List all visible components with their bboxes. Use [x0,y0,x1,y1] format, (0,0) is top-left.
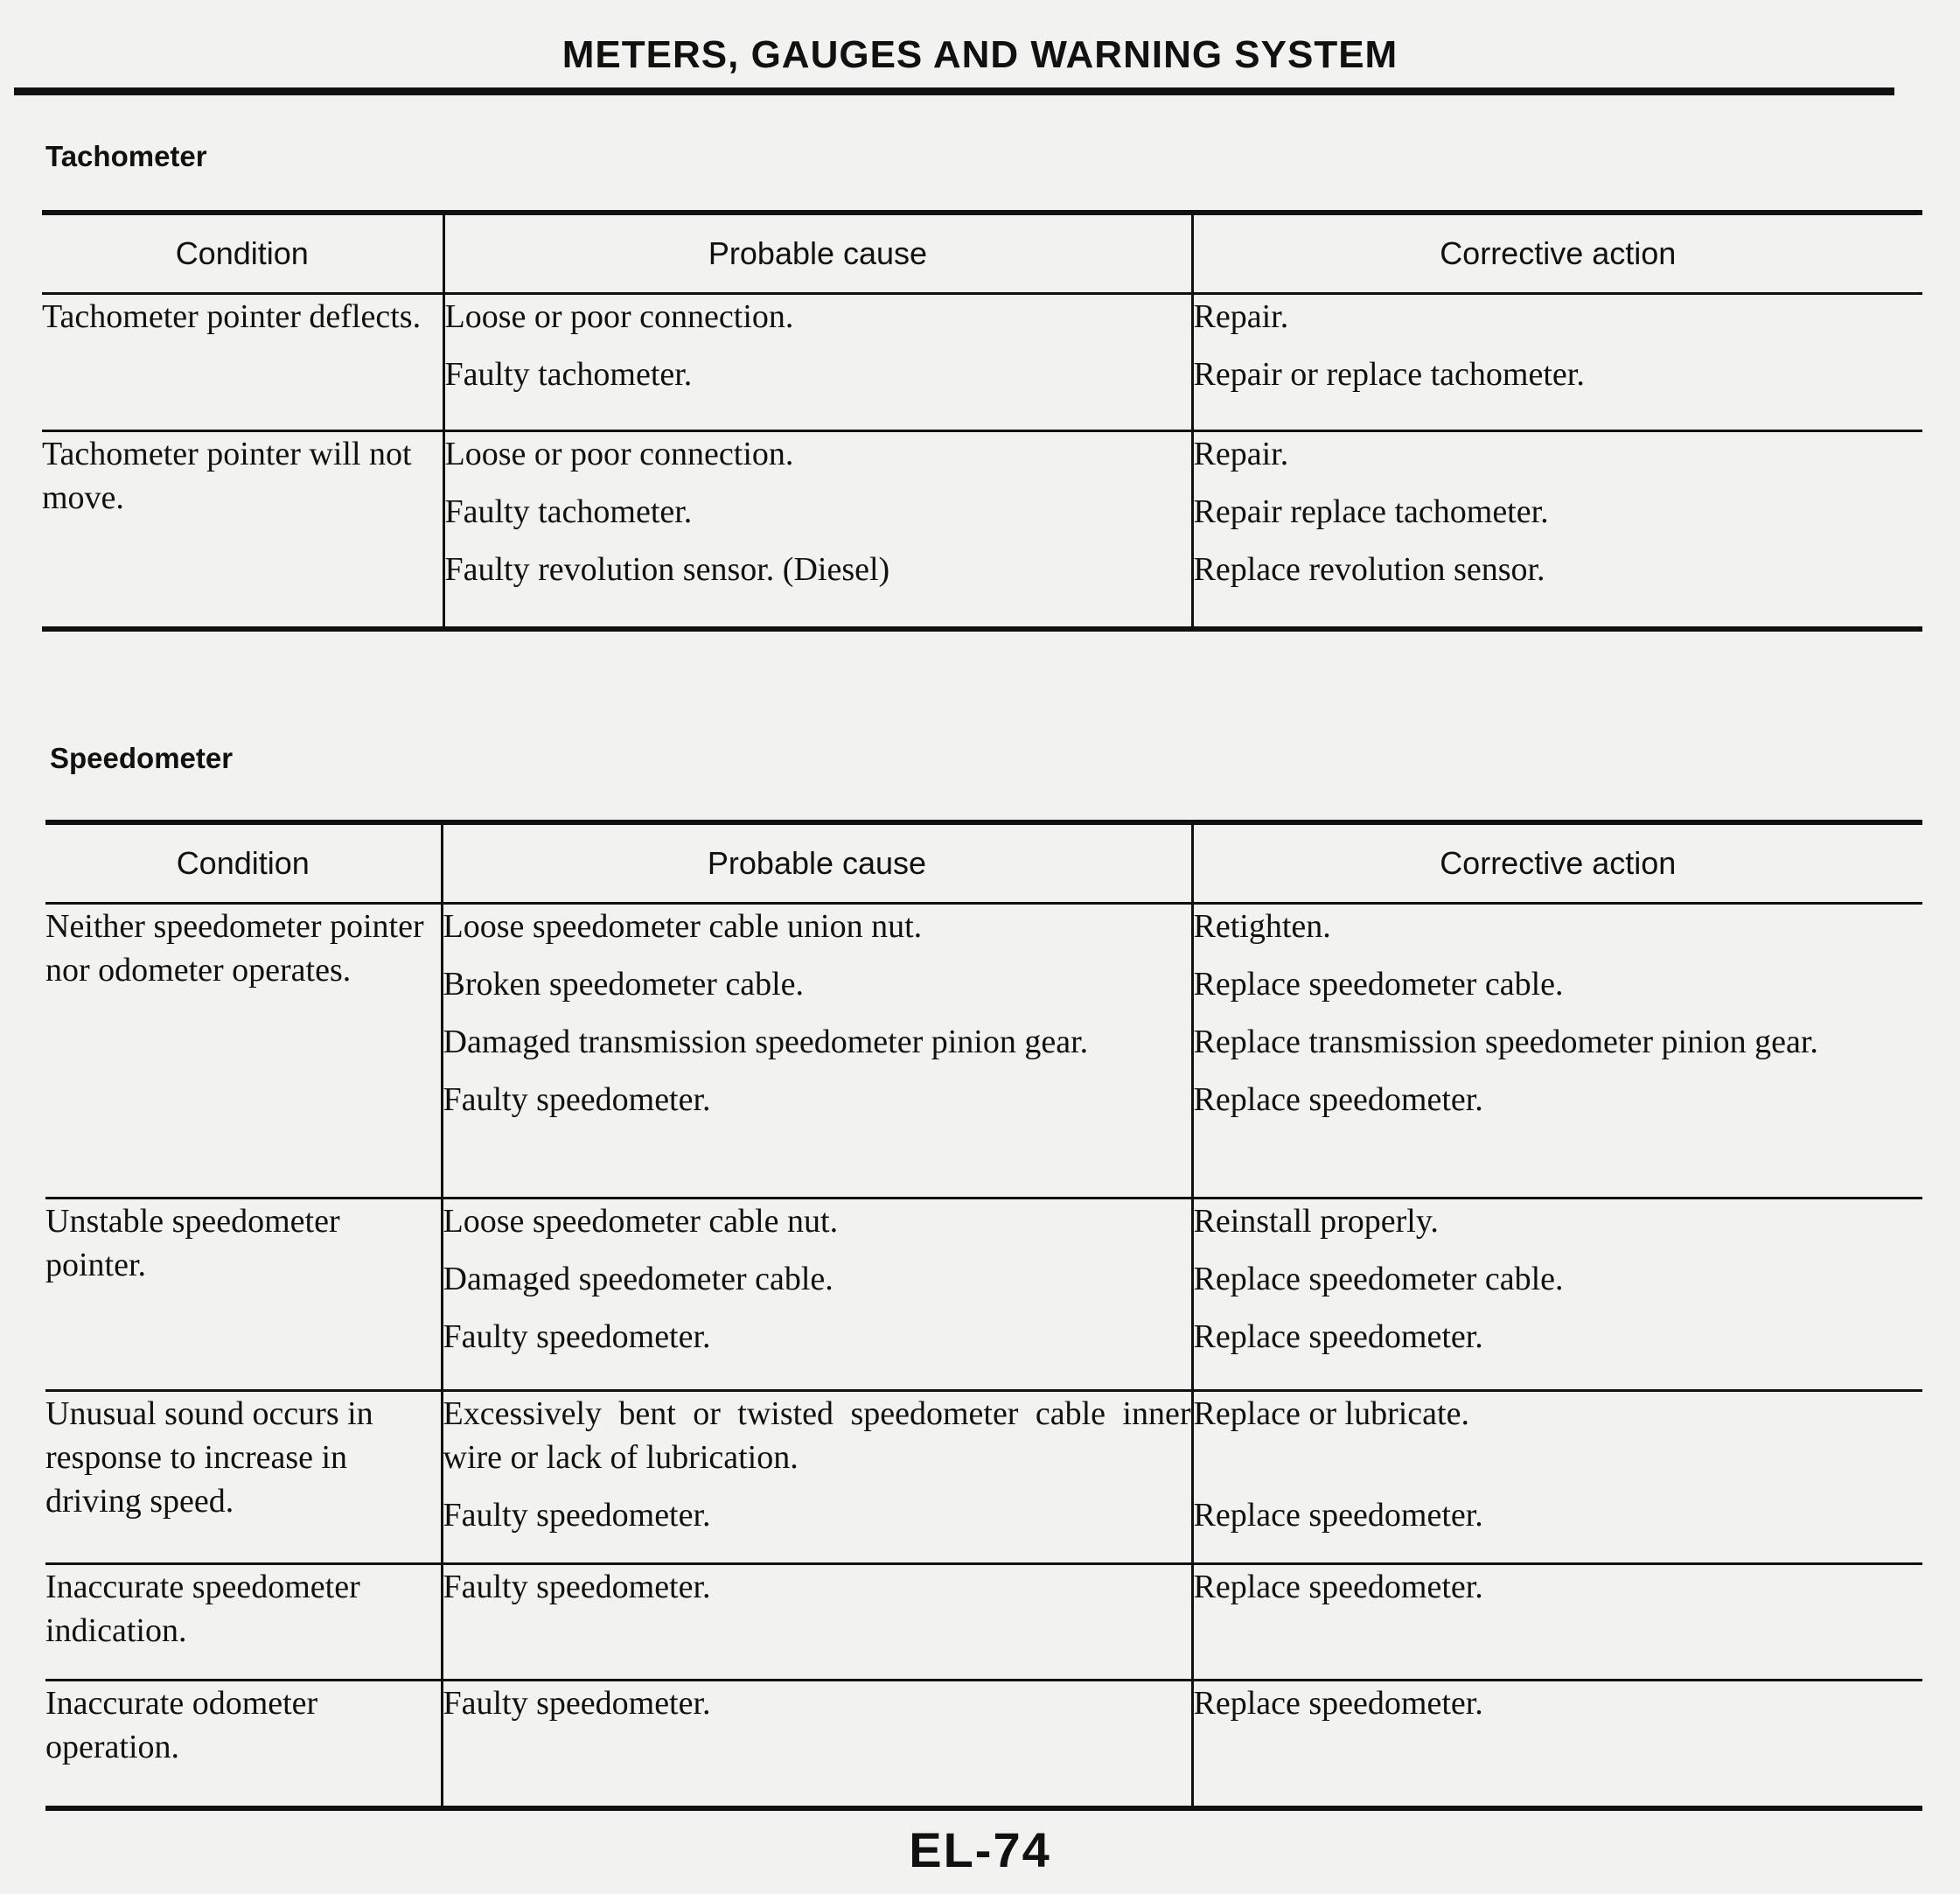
header-probable-cause: Probable cause [443,213,1192,294]
action-cell [1192,1199,1922,1391]
cause-line: Broken speedometer cable. [443,966,805,1003]
condition-cell: Unusual sound occurs in response to increase in driving speed. [45,1391,442,1564]
page-title: METERS, GAUGES AND WARNING SYSTEM [561,33,1399,76]
action-line: Replace speedometer. [1193,1569,1483,1605]
action-line: Replace revolution sensor. [1193,551,1545,588]
table-header-row [42,213,1922,294]
cause-line: Damaged transmission speedometer pinion gear. [443,1024,1089,1060]
cause-cell [442,1199,1192,1391]
action-line: Reinstall properly. [1193,1203,1439,1240]
action-cell [1192,1391,1922,1564]
action-cell [1192,1564,1922,1681]
action-cell [1192,431,1922,629]
action-line: Repair. [1193,436,1289,472]
condition-cell: Tachometer pointer deflects. [42,294,443,431]
cause-line: Faulty revolution sensor. (Diesel) [444,551,890,588]
cause-line: Loose speedometer cable union nut. [443,908,923,945]
cause-line: Excessively bent or twisted speedometer cable inner wire or lack of lubrication. [443,1395,1191,1476]
cause-line: Faulty tachometer. [444,356,693,393]
table-row [45,904,1922,1199]
cause-cell [442,1681,1192,1808]
page-number: EL-74 [909,1822,1051,1877]
condition-cell: Inaccurate odometer operation. [45,1681,442,1808]
cause-line: Loose or poor connection. [444,298,794,335]
speedometer-table [45,820,1922,1811]
cause-line: Faulty speedometer. [443,1318,711,1355]
action-line: Repair. [1193,298,1289,335]
action-line: Replace speedometer. [1193,1497,1483,1534]
action-line: Repair or replace tachometer. [1193,356,1585,393]
condition-cell: Inaccurate speedometer indication. [45,1564,442,1681]
cause-line: Faulty speedometer. [443,1497,711,1534]
action-line: Replace speedometer. [1193,1081,1483,1118]
tachometer-heading: Tachometer [45,140,207,172]
cause-cell [442,904,1192,1199]
condition-cell: Neither speedometer pointer nor odometer operates. [45,904,442,1199]
condition-cell: Unstable speedometer pointer. [45,1199,442,1391]
action-line: Retighten. [1193,908,1331,945]
header-probable-cause: Probable cause [442,822,1192,904]
action-line: Replace transmission speedometer pinion gear. [1193,1024,1818,1060]
table-row [42,431,1922,629]
cause-cell [442,1564,1192,1681]
cause-line: Damaged speedometer cable. [443,1261,834,1297]
cause-line: Loose speedometer cable nut. [443,1203,839,1240]
header-condition: Condition [176,845,310,881]
header-corrective-action: Corrective action [1192,822,1922,904]
cause-cell [443,431,1192,629]
table-row [42,294,1922,431]
action-line: Replace speedometer. [1193,1318,1483,1355]
action-cell [1192,294,1922,431]
speedometer-heading: Speedometer [50,742,234,774]
condition-cell: Tachometer pointer will not move. [42,431,443,629]
cause-line: Loose or poor connection. [444,436,794,472]
cause-line: Faulty tachometer. [444,493,693,530]
tachometer-table [42,210,1922,632]
action-line: Replace speedometer cable. [1193,966,1564,1003]
table-row [45,1199,1922,1391]
table-row [45,1564,1922,1681]
title-rule [14,87,1894,95]
action-line: Replace or lubricate. [1193,1395,1469,1432]
action-line: Replace speedometer. [1193,1685,1483,1722]
header-corrective-action: Corrective action [1192,213,1922,294]
cause-line: Faulty speedometer. [443,1685,711,1722]
table-row [45,1681,1922,1808]
action-cell [1192,1681,1922,1808]
action-line: Replace speedometer cable. [1193,1261,1564,1297]
header-condition: Condition [175,235,309,271]
cause-cell [442,1391,1192,1564]
action-cell [1192,904,1922,1199]
cause-cell [443,294,1192,431]
table-row [45,1391,1922,1564]
cause-line: Faulty speedometer. [443,1569,711,1605]
action-line: Repair replace tachometer. [1193,493,1549,530]
table-header-row [45,822,1922,904]
cause-line: Faulty speedometer. [443,1081,711,1118]
